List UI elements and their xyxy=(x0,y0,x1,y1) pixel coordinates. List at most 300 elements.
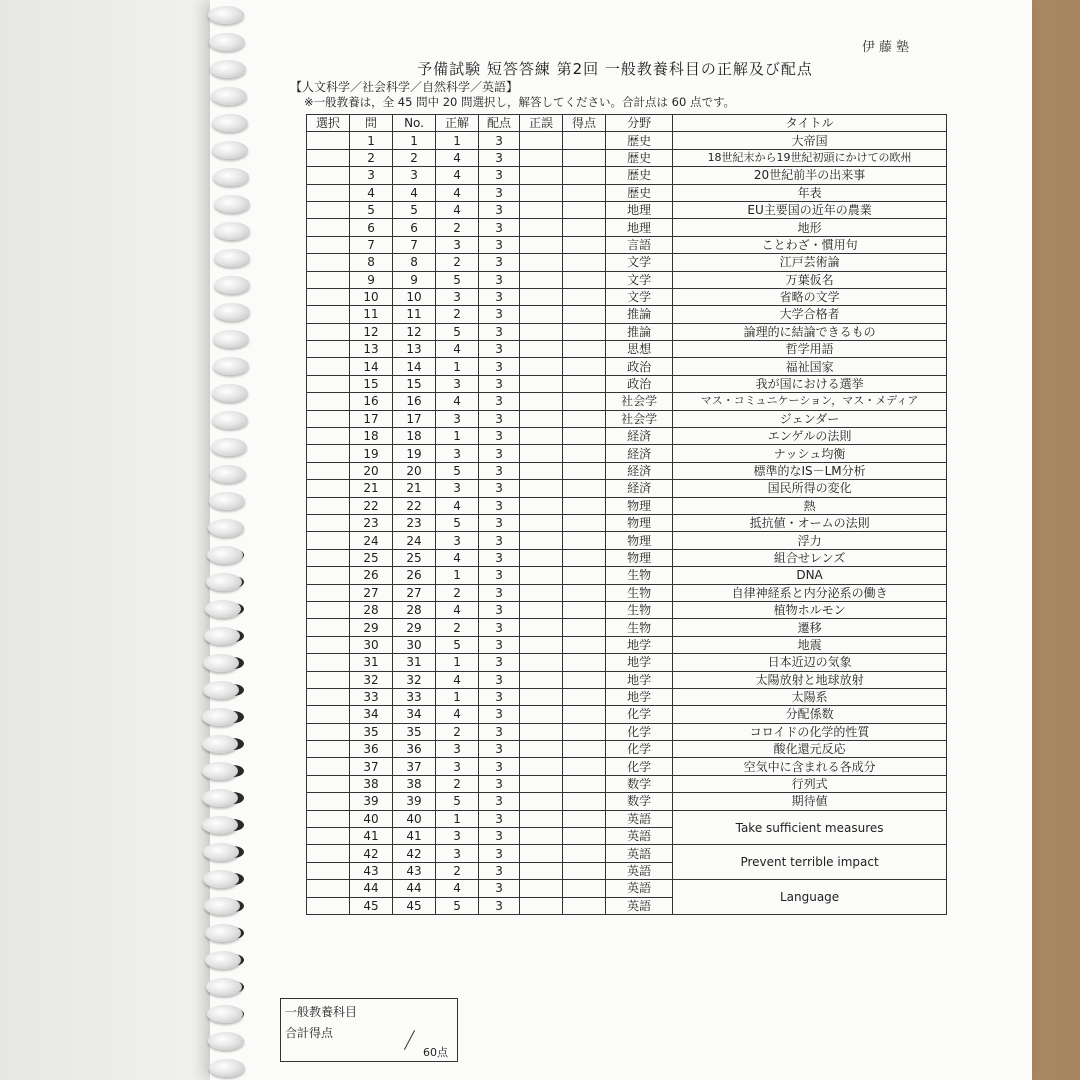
binding-ring xyxy=(209,33,245,51)
answer-cell: 3 xyxy=(436,236,479,253)
correct-cell xyxy=(519,880,562,897)
points-cell: 3 xyxy=(479,723,520,740)
correct-cell xyxy=(519,567,562,584)
field-cell: 文学 xyxy=(606,288,673,305)
answer-cell: 1 xyxy=(436,688,479,705)
field-cell: 英語 xyxy=(606,845,673,862)
correct-cell xyxy=(519,445,562,462)
number-cell: 35 xyxy=(393,723,436,740)
number-cell: 29 xyxy=(393,619,436,636)
number-cell: 18 xyxy=(393,428,436,445)
binding-ring xyxy=(212,384,248,402)
field-cell: 思想 xyxy=(606,341,673,358)
answer-cell: 1 xyxy=(436,810,479,827)
select-cell xyxy=(307,323,350,340)
field-cell: 英語 xyxy=(606,862,673,879)
points-cell: 3 xyxy=(479,462,520,479)
question-cell: 8 xyxy=(350,254,393,271)
question-cell: 27 xyxy=(350,584,393,601)
score-slash-mark xyxy=(404,1030,415,1050)
correct-cell xyxy=(519,619,562,636)
table-row xyxy=(307,358,947,375)
answer-cell: 4 xyxy=(436,167,479,184)
field-cell: 歴史 xyxy=(606,149,673,166)
select-cell xyxy=(307,688,350,705)
points-cell: 3 xyxy=(479,567,520,584)
field-cell: 化学 xyxy=(606,758,673,775)
table-row xyxy=(307,880,947,897)
answer-cell: 4 xyxy=(436,149,479,166)
question-cell: 34 xyxy=(350,706,393,723)
question-cell: 20 xyxy=(350,462,393,479)
question-cell: 29 xyxy=(350,619,393,636)
question-cell: 26 xyxy=(350,567,393,584)
title-cell: 期待値 xyxy=(673,793,947,810)
correct-cell xyxy=(519,828,562,845)
question-cell: 36 xyxy=(350,741,393,758)
title-cell: 組合せレンズ xyxy=(673,549,947,566)
points-cell: 3 xyxy=(479,845,520,862)
table-row xyxy=(307,654,947,671)
number-cell: 37 xyxy=(393,758,436,775)
points-cell: 3 xyxy=(479,584,520,601)
points-cell: 3 xyxy=(479,132,520,149)
correct-cell xyxy=(519,341,562,358)
select-cell xyxy=(307,375,350,392)
select-cell xyxy=(307,428,350,445)
correct-cell xyxy=(519,532,562,549)
points-cell: 3 xyxy=(479,184,520,201)
title-cell-merged: Prevent terrible impact xyxy=(673,845,947,880)
score-cell xyxy=(562,201,605,218)
correct-cell xyxy=(519,149,562,166)
number-cell: 7 xyxy=(393,236,436,253)
answer-cell: 4 xyxy=(436,184,479,201)
select-cell xyxy=(307,306,350,323)
points-cell: 3 xyxy=(479,271,520,288)
number-cell: 9 xyxy=(393,271,436,288)
correct-cell xyxy=(519,688,562,705)
title-cell: 地震 xyxy=(673,636,947,653)
table-row xyxy=(307,619,947,636)
field-cell: 歴史 xyxy=(606,132,673,149)
binding-ring xyxy=(203,843,239,861)
answer-cell: 4 xyxy=(436,601,479,618)
answer-cell: 2 xyxy=(436,254,479,271)
correct-cell xyxy=(519,584,562,601)
select-cell xyxy=(307,393,350,410)
answer-cell: 5 xyxy=(436,514,479,531)
binding-ring xyxy=(208,519,244,537)
header-field: 分野 xyxy=(606,115,673,132)
score-cell xyxy=(562,514,605,531)
number-cell: 23 xyxy=(393,514,436,531)
field-cell: 経済 xyxy=(606,428,673,445)
table-header-row xyxy=(307,115,947,132)
answer-cell: 5 xyxy=(436,897,479,914)
answer-cell: 1 xyxy=(436,654,479,671)
points-cell: 3 xyxy=(479,254,520,271)
number-cell: 15 xyxy=(393,375,436,392)
header-points: 配点 xyxy=(479,115,520,132)
question-cell: 45 xyxy=(350,897,393,914)
answer-cell: 1 xyxy=(436,567,479,584)
answer-cell: 1 xyxy=(436,132,479,149)
title-cell: 論理的に結論できるもの xyxy=(673,323,947,340)
answer-cell: 2 xyxy=(436,723,479,740)
answer-cell: 3 xyxy=(436,375,479,392)
question-cell: 31 xyxy=(350,654,393,671)
title-cell: 我が国における選挙 xyxy=(673,375,947,392)
correct-cell xyxy=(519,219,562,236)
score-box-subject: 一般教養科目 xyxy=(285,1005,358,1019)
correct-cell xyxy=(519,636,562,653)
number-cell: 6 xyxy=(393,219,436,236)
answer-cell: 5 xyxy=(436,793,479,810)
binding-ring xyxy=(214,222,250,240)
answer-cell: 3 xyxy=(436,532,479,549)
select-cell xyxy=(307,775,350,792)
title-cell: 万葉仮名 xyxy=(673,271,947,288)
field-cell: 推論 xyxy=(606,323,673,340)
points-cell: 3 xyxy=(479,410,520,427)
number-cell: 33 xyxy=(393,688,436,705)
title-cell: DNA xyxy=(673,567,947,584)
select-cell xyxy=(307,497,350,514)
score-cell xyxy=(562,271,605,288)
select-cell xyxy=(307,706,350,723)
table-row xyxy=(307,375,947,392)
title-cell: 江戸芸術論 xyxy=(673,254,947,271)
title-cell: ナッシュ均衡 xyxy=(673,445,947,462)
number-cell: 30 xyxy=(393,636,436,653)
score-cell xyxy=(562,758,605,775)
points-cell: 3 xyxy=(479,514,520,531)
number-cell: 40 xyxy=(393,810,436,827)
table-row xyxy=(307,132,947,149)
score-cell xyxy=(562,549,605,566)
points-cell: 3 xyxy=(479,688,520,705)
table-row xyxy=(307,514,947,531)
question-cell: 16 xyxy=(350,393,393,410)
question-cell: 15 xyxy=(350,375,393,392)
correct-cell xyxy=(519,793,562,810)
binding-ring xyxy=(214,249,250,267)
score-cell xyxy=(562,341,605,358)
correct-cell xyxy=(519,810,562,827)
score-cell xyxy=(562,393,605,410)
binding-ring xyxy=(212,411,248,429)
select-cell xyxy=(307,167,350,184)
correct-cell xyxy=(519,410,562,427)
binding-ring xyxy=(213,357,249,375)
points-cell: 3 xyxy=(479,288,520,305)
table-row xyxy=(307,271,947,288)
field-cell: 地理 xyxy=(606,219,673,236)
title-cell: 省略の文学 xyxy=(673,288,947,305)
score-cell xyxy=(562,462,605,479)
score-cell xyxy=(562,219,605,236)
binding-ring xyxy=(209,1059,245,1077)
title-cell: 地形 xyxy=(673,219,947,236)
question-cell: 19 xyxy=(350,445,393,462)
question-cell: 11 xyxy=(350,306,393,323)
score-cell xyxy=(562,671,605,688)
points-cell: 3 xyxy=(479,480,520,497)
number-cell: 19 xyxy=(393,445,436,462)
title-cell: 空気中に含まれる各成分 xyxy=(673,758,947,775)
correct-cell xyxy=(519,375,562,392)
score-cell xyxy=(562,375,605,392)
select-cell xyxy=(307,445,350,462)
answer-cell: 2 xyxy=(436,775,479,792)
number-cell: 17 xyxy=(393,410,436,427)
table-row xyxy=(307,532,947,549)
score-cell xyxy=(562,775,605,792)
table-row xyxy=(307,341,947,358)
score-cell xyxy=(562,445,605,462)
correct-cell xyxy=(519,706,562,723)
correct-cell xyxy=(519,358,562,375)
score-cell xyxy=(562,236,605,253)
binding-ring xyxy=(213,168,249,186)
title-cell-merged: Take sufficient measures xyxy=(673,810,947,845)
instruction-note: ※一般教養は，全 45 問中 20 問選択し，解答してください。合計点は 60 点です。 xyxy=(304,95,736,109)
answer-cell: 3 xyxy=(436,410,479,427)
binding-ring xyxy=(212,114,248,132)
score-cell xyxy=(562,880,605,897)
title-cell-merged: Language xyxy=(673,880,947,915)
select-cell xyxy=(307,410,350,427)
field-cell: 数学 xyxy=(606,775,673,792)
correct-cell xyxy=(519,741,562,758)
select-cell xyxy=(307,341,350,358)
table-row xyxy=(307,480,947,497)
question-cell: 42 xyxy=(350,845,393,862)
select-cell xyxy=(307,601,350,618)
points-cell: 3 xyxy=(479,636,520,653)
table-row xyxy=(307,149,947,166)
score-cell xyxy=(562,654,605,671)
binding-ring xyxy=(206,978,242,996)
binding-ring xyxy=(210,60,246,78)
correct-cell xyxy=(519,271,562,288)
number-cell: 21 xyxy=(393,480,436,497)
binding-ring xyxy=(213,330,249,348)
select-cell xyxy=(307,288,350,305)
title-cell: 哲学用語 xyxy=(673,341,947,358)
total-score-box xyxy=(280,998,458,1062)
number-cell: 16 xyxy=(393,393,436,410)
correct-cell xyxy=(519,393,562,410)
question-cell: 5 xyxy=(350,201,393,218)
field-cell: 地学 xyxy=(606,636,673,653)
points-cell: 3 xyxy=(479,619,520,636)
number-cell: 12 xyxy=(393,323,436,340)
question-cell: 6 xyxy=(350,219,393,236)
select-cell xyxy=(307,793,350,810)
binding-ring xyxy=(211,87,247,105)
table-row xyxy=(307,254,947,271)
select-cell xyxy=(307,462,350,479)
score-cell xyxy=(562,149,605,166)
select-cell xyxy=(307,723,350,740)
field-cell: 化学 xyxy=(606,741,673,758)
answer-cell: 4 xyxy=(436,706,479,723)
binding-ring xyxy=(212,141,248,159)
score-cell xyxy=(562,567,605,584)
title-cell: マス・コミュニケーション，マス・メディア xyxy=(673,393,947,410)
title-cell: ことわざ・慣用句 xyxy=(673,236,947,253)
title-cell: 太陽放射と地球放射 xyxy=(673,671,947,688)
select-cell xyxy=(307,845,350,862)
score-cell xyxy=(562,723,605,740)
subject-list: 【人文科学／社会科学／自然科学／英語】 xyxy=(290,80,519,94)
question-cell: 40 xyxy=(350,810,393,827)
binding-ring xyxy=(205,924,241,942)
title-cell: エンゲルの法則 xyxy=(673,428,947,445)
field-cell: 英語 xyxy=(606,880,673,897)
answer-cell: 2 xyxy=(436,306,479,323)
title-cell: 分配係数 xyxy=(673,706,947,723)
score-cell xyxy=(562,636,605,653)
field-cell: 政治 xyxy=(606,358,673,375)
question-cell: 28 xyxy=(350,601,393,618)
correct-cell xyxy=(519,897,562,914)
question-cell: 37 xyxy=(350,758,393,775)
select-cell xyxy=(307,671,350,688)
field-cell: 歴史 xyxy=(606,167,673,184)
question-cell: 9 xyxy=(350,271,393,288)
table-row xyxy=(307,306,947,323)
binding-ring xyxy=(203,681,239,699)
score-cell xyxy=(562,428,605,445)
table-row xyxy=(307,219,947,236)
header-question: 問 xyxy=(350,115,393,132)
score-cell xyxy=(562,845,605,862)
points-cell: 3 xyxy=(479,828,520,845)
binding-ring xyxy=(209,492,245,510)
score-cell xyxy=(562,254,605,271)
select-cell xyxy=(307,741,350,758)
question-cell: 24 xyxy=(350,532,393,549)
correct-cell xyxy=(519,845,562,862)
field-cell: 化学 xyxy=(606,723,673,740)
score-cell xyxy=(562,497,605,514)
number-cell: 28 xyxy=(393,601,436,618)
number-cell: 3 xyxy=(393,167,436,184)
answer-table xyxy=(306,114,947,915)
table-row xyxy=(307,758,947,775)
field-cell: 地学 xyxy=(606,654,673,671)
answer-cell: 1 xyxy=(436,428,479,445)
question-cell: 23 xyxy=(350,514,393,531)
field-cell: 生物 xyxy=(606,584,673,601)
number-cell: 27 xyxy=(393,584,436,601)
title-cell: 年表 xyxy=(673,184,947,201)
binding-ring xyxy=(204,897,240,915)
question-cell: 4 xyxy=(350,184,393,201)
field-cell: 地理 xyxy=(606,201,673,218)
table-row xyxy=(307,723,947,740)
points-cell: 3 xyxy=(479,306,520,323)
binding-ring xyxy=(204,627,240,645)
select-cell xyxy=(307,636,350,653)
question-cell: 32 xyxy=(350,671,393,688)
select-cell xyxy=(307,236,350,253)
table-row xyxy=(307,236,947,253)
answer-cell: 3 xyxy=(436,828,479,845)
title-cell: 抵抗値・オームの法則 xyxy=(673,514,947,531)
points-cell: 3 xyxy=(479,393,520,410)
title-cell: 行列式 xyxy=(673,775,947,792)
field-cell: 物理 xyxy=(606,549,673,566)
number-cell: 4 xyxy=(393,184,436,201)
field-cell: 数学 xyxy=(606,793,673,810)
number-cell: 8 xyxy=(393,254,436,271)
field-cell: 英語 xyxy=(606,897,673,914)
answer-cell: 4 xyxy=(436,341,479,358)
points-cell: 3 xyxy=(479,671,520,688)
field-cell: 地学 xyxy=(606,688,673,705)
points-cell: 3 xyxy=(479,775,520,792)
question-cell: 18 xyxy=(350,428,393,445)
question-cell: 43 xyxy=(350,862,393,879)
title-cell: 日本近辺の気象 xyxy=(673,654,947,671)
answer-cell: 4 xyxy=(436,880,479,897)
title-cell: 自律神経系と内分泌系の働き xyxy=(673,584,947,601)
binding-ring xyxy=(202,789,238,807)
correct-cell xyxy=(519,723,562,740)
answer-cell: 4 xyxy=(436,549,479,566)
page-title: 予備試験 短答答練 第2回 一般教養科目の正解及び配点 xyxy=(417,60,813,78)
number-cell: 42 xyxy=(393,845,436,862)
title-cell: 18世紀末から19世紀初頭にかけての欧州 xyxy=(673,149,947,166)
number-cell: 2 xyxy=(393,149,436,166)
table-row xyxy=(307,462,947,479)
title-cell: 浮力 xyxy=(673,532,947,549)
number-cell: 36 xyxy=(393,741,436,758)
binding-ring xyxy=(205,951,241,969)
correct-cell xyxy=(519,288,562,305)
points-cell: 3 xyxy=(479,219,520,236)
question-cell: 35 xyxy=(350,723,393,740)
points-cell: 3 xyxy=(479,497,520,514)
binding-ring xyxy=(208,1032,244,1050)
select-cell xyxy=(307,219,350,236)
score-box-label: 合計得点 xyxy=(285,1026,334,1040)
correct-cell xyxy=(519,132,562,149)
select-cell xyxy=(307,254,350,271)
correct-cell xyxy=(519,654,562,671)
select-cell xyxy=(307,584,350,601)
field-cell: 経済 xyxy=(606,462,673,479)
answer-cell: 5 xyxy=(436,462,479,479)
select-cell xyxy=(307,897,350,914)
question-cell: 39 xyxy=(350,793,393,810)
correct-cell xyxy=(519,236,562,253)
answer-cell: 2 xyxy=(436,584,479,601)
score-cell xyxy=(562,706,605,723)
title-cell: 大帝国 xyxy=(673,132,947,149)
answer-cell: 1 xyxy=(436,358,479,375)
number-cell: 5 xyxy=(393,201,436,218)
number-cell: 39 xyxy=(393,793,436,810)
score-cell xyxy=(562,828,605,845)
select-cell xyxy=(307,271,350,288)
points-cell: 3 xyxy=(479,341,520,358)
select-cell xyxy=(307,619,350,636)
